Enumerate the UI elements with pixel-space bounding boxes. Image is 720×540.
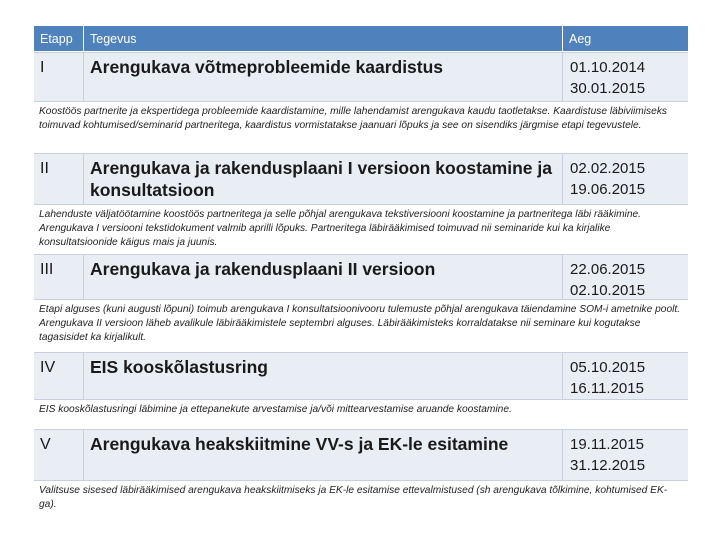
date-start: 01.10.2014 <box>570 59 646 76</box>
header-aeg: Aeg <box>569 32 592 46</box>
stage-number: IV <box>34 353 84 399</box>
stage-title: EIS kooskõlastusring <box>84 353 563 399</box>
stage-description: Etapi alguses (kuni augusti lõpuni) toimub arengukava I konsultatsioonivooru tulemuste põhjal arengukava täiendamine SOM-i ametnike poolt. Arengukava II versioon läheb avalikule läbirääkimistele septembri alguses. Läbirääkimisteks korraldatakse nii seminare kui kogutakse tagasisidet ka kirjalikult. <box>39 304 681 343</box>
stage-title: Arengukava ja rakendusplaani II versioon <box>84 255 563 299</box>
date-start: 05.10.2015 <box>570 359 646 376</box>
stage-description-row-1 <box>34 101 688 153</box>
stage-description: Valitsuse sisesed läbirääkimised arengukava heakskiitmiseks ja EK-le esitamise ettevalmistused (sh arengukava tõlkimine, kohtumised EK-ga). <box>39 485 668 510</box>
stage-description: Koostöös partnerite ja ekspertidega probleemide kaardistamine, mille lahendamist arengukava kaudu taotletakse. Kaardistuse läbiviimiseks toimuvad kohtumised/seminarid partneritega, kaardistus vormistatakse jaanuari lõpuks ja see on sisendiks järgmise etapi tegevustele. <box>39 106 668 131</box>
stage-description: EIS kooskõlastusringi läbimine ja ettepanekute arvestamise ja/või mittearvestamise aruande koostamine. <box>39 404 512 415</box>
stage-description-row-5 <box>34 480 688 520</box>
stage-number: III <box>34 255 84 299</box>
stage-row-5 <box>34 429 688 480</box>
date-start: 19.11.2015 <box>570 436 644 453</box>
stage-title: Arengukava ja rakendusplaani I versioon koostamine ja konsultatsioon <box>84 154 563 204</box>
stage-dates <box>563 53 688 101</box>
header-tegevus: Tegevus <box>84 26 563 51</box>
stage-description: Lahenduste väljatöötamine koostöös partneritega ja selle põhjal arengukava tekstiversiooni koostamine ja partneritega läbi rääkimine. Arengukava I versiooni tekstidokument valmib aprilli lõpuks. Partneritega läbirääkimised toimuvad nii seminaride kui ka kirjalike konsultatsioonide käigus mais ja juunis. <box>39 209 641 248</box>
stage-description-row-3 <box>34 299 688 352</box>
date-end: 31.12.2015 <box>570 457 646 474</box>
stage-row-2 <box>34 153 688 204</box>
stage-number: V <box>34 430 84 480</box>
stage-description-row-2 <box>34 204 688 254</box>
date-start: 02.02.2015 <box>570 160 646 177</box>
stage-number: I <box>34 53 84 101</box>
date-end: 02.10.2015 <box>570 282 646 299</box>
stage-row-3 <box>34 254 688 299</box>
stages-table <box>34 26 688 520</box>
stage-dates <box>563 353 688 399</box>
date-end: 19.06.2015 <box>570 181 646 198</box>
header-etapp: Etapp <box>34 26 84 51</box>
stage-row-1 <box>34 52 688 101</box>
stage-dates <box>563 154 688 204</box>
stage-dates <box>563 430 688 480</box>
date-start: 22.06.2015 <box>570 261 646 278</box>
table-header <box>34 26 688 52</box>
stage-number: II <box>34 154 84 204</box>
stage-description-row-4 <box>34 399 688 429</box>
stage-title: Arengukava võtmeprobleemide kaardistus <box>84 53 563 101</box>
stage-dates <box>563 255 688 299</box>
stage-title: Arengukava heakskiitmine VV-s ja EK-le esitamine <box>84 430 563 480</box>
date-end: 30.01.2015 <box>570 80 646 97</box>
date-end: 16.11.2015 <box>570 380 644 397</box>
stage-row-4 <box>34 352 688 399</box>
